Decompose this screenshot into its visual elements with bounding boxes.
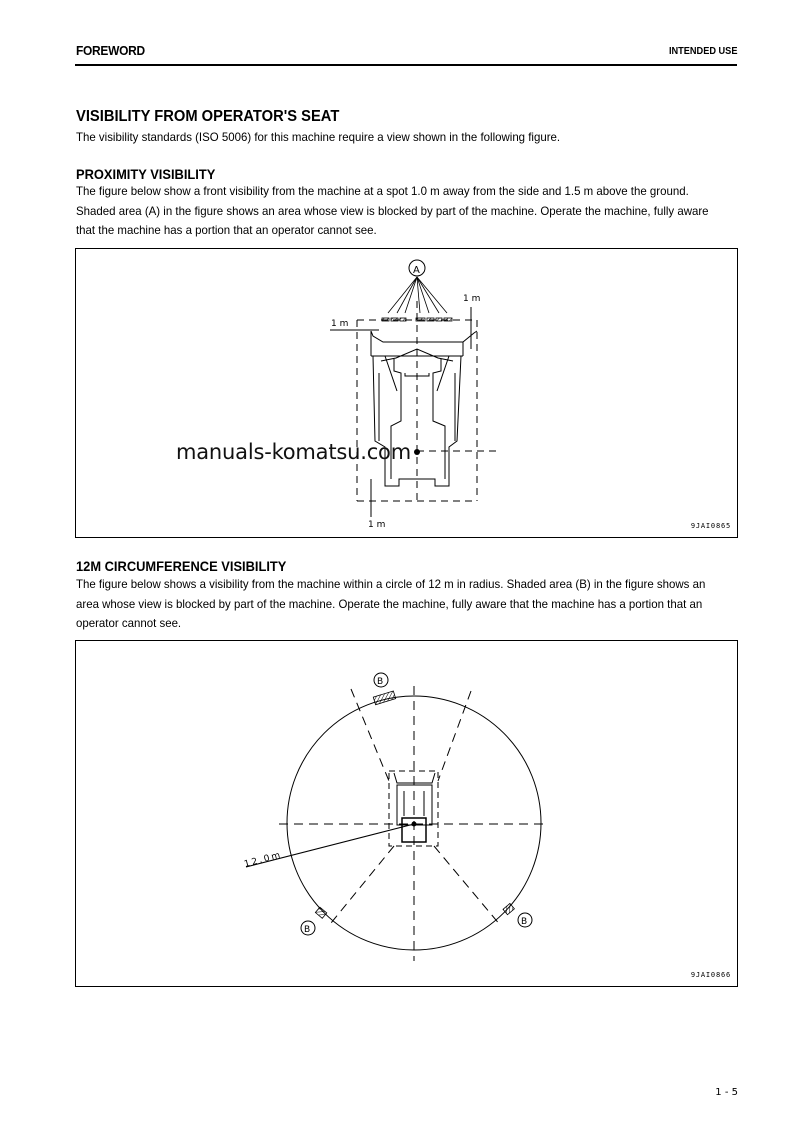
header-rule [75, 64, 737, 66]
callout-a-label: A [413, 265, 420, 276]
dim-bottom-label: 1 m [368, 520, 386, 530]
proximity-text: The figure below show a front visibility from the machine at a spot 1.0 m away from the side and 1.5 m above the ground. Shaded area (A) in the figure shows an area whose view is blocked by part of the machine. Operate the machine, fully aware that the machine has a portion that an operator cannot see. [76, 184, 709, 237]
header-chapter: INTENDED USE [668, 46, 737, 57]
header-section: FOREWORD [76, 43, 145, 58]
callout-b-top-label: B [377, 677, 384, 687]
callout-b-right-label: B [521, 917, 528, 927]
watermark: manuals-komatsu.com [176, 440, 411, 464]
proximity-figure [75, 248, 738, 538]
proximity-heading: PROXIMITY VISIBILITY [76, 166, 216, 182]
page-title: VISIBILITY FROM OPERATOR'S SEAT [76, 108, 340, 125]
center-point [412, 822, 417, 827]
radius-label: 12.0m [243, 850, 284, 870]
proximity-diagram [76, 249, 737, 537]
circumference-text: The figure below shows a visibility from the machine within a circle of 12 m in radius. Shaded area (B) in the figure shows an area whose view is blocked by part of the machine. Operate the machine, fully aware that the machine has a portion that an operator cannot see. [76, 577, 706, 630]
seat-reference-point [414, 449, 420, 455]
page-number: 1 - 5 [715, 1087, 738, 1098]
figure-code: 9JAI0865 [690, 522, 731, 530]
dim-top-right-label: 1 m [463, 294, 481, 304]
circumference-diagram [76, 641, 737, 986]
shaded-area-b-left [315, 907, 326, 918]
callout-b-left-label: B [304, 925, 311, 935]
circumference-heading: 12M CIRCUMFERENCE VISIBILITY [76, 558, 287, 574]
intro-text: The visibility standards (ISO 5006) for this machine require a view shown in the following figure. [76, 130, 561, 144]
dim-left-label: 1 m [331, 319, 349, 329]
figure-code: 9JAI0866 [690, 971, 731, 979]
circumference-figure [75, 640, 738, 987]
shaded-area-b-right [503, 903, 514, 914]
shaded-area-b-top [373, 691, 395, 705]
